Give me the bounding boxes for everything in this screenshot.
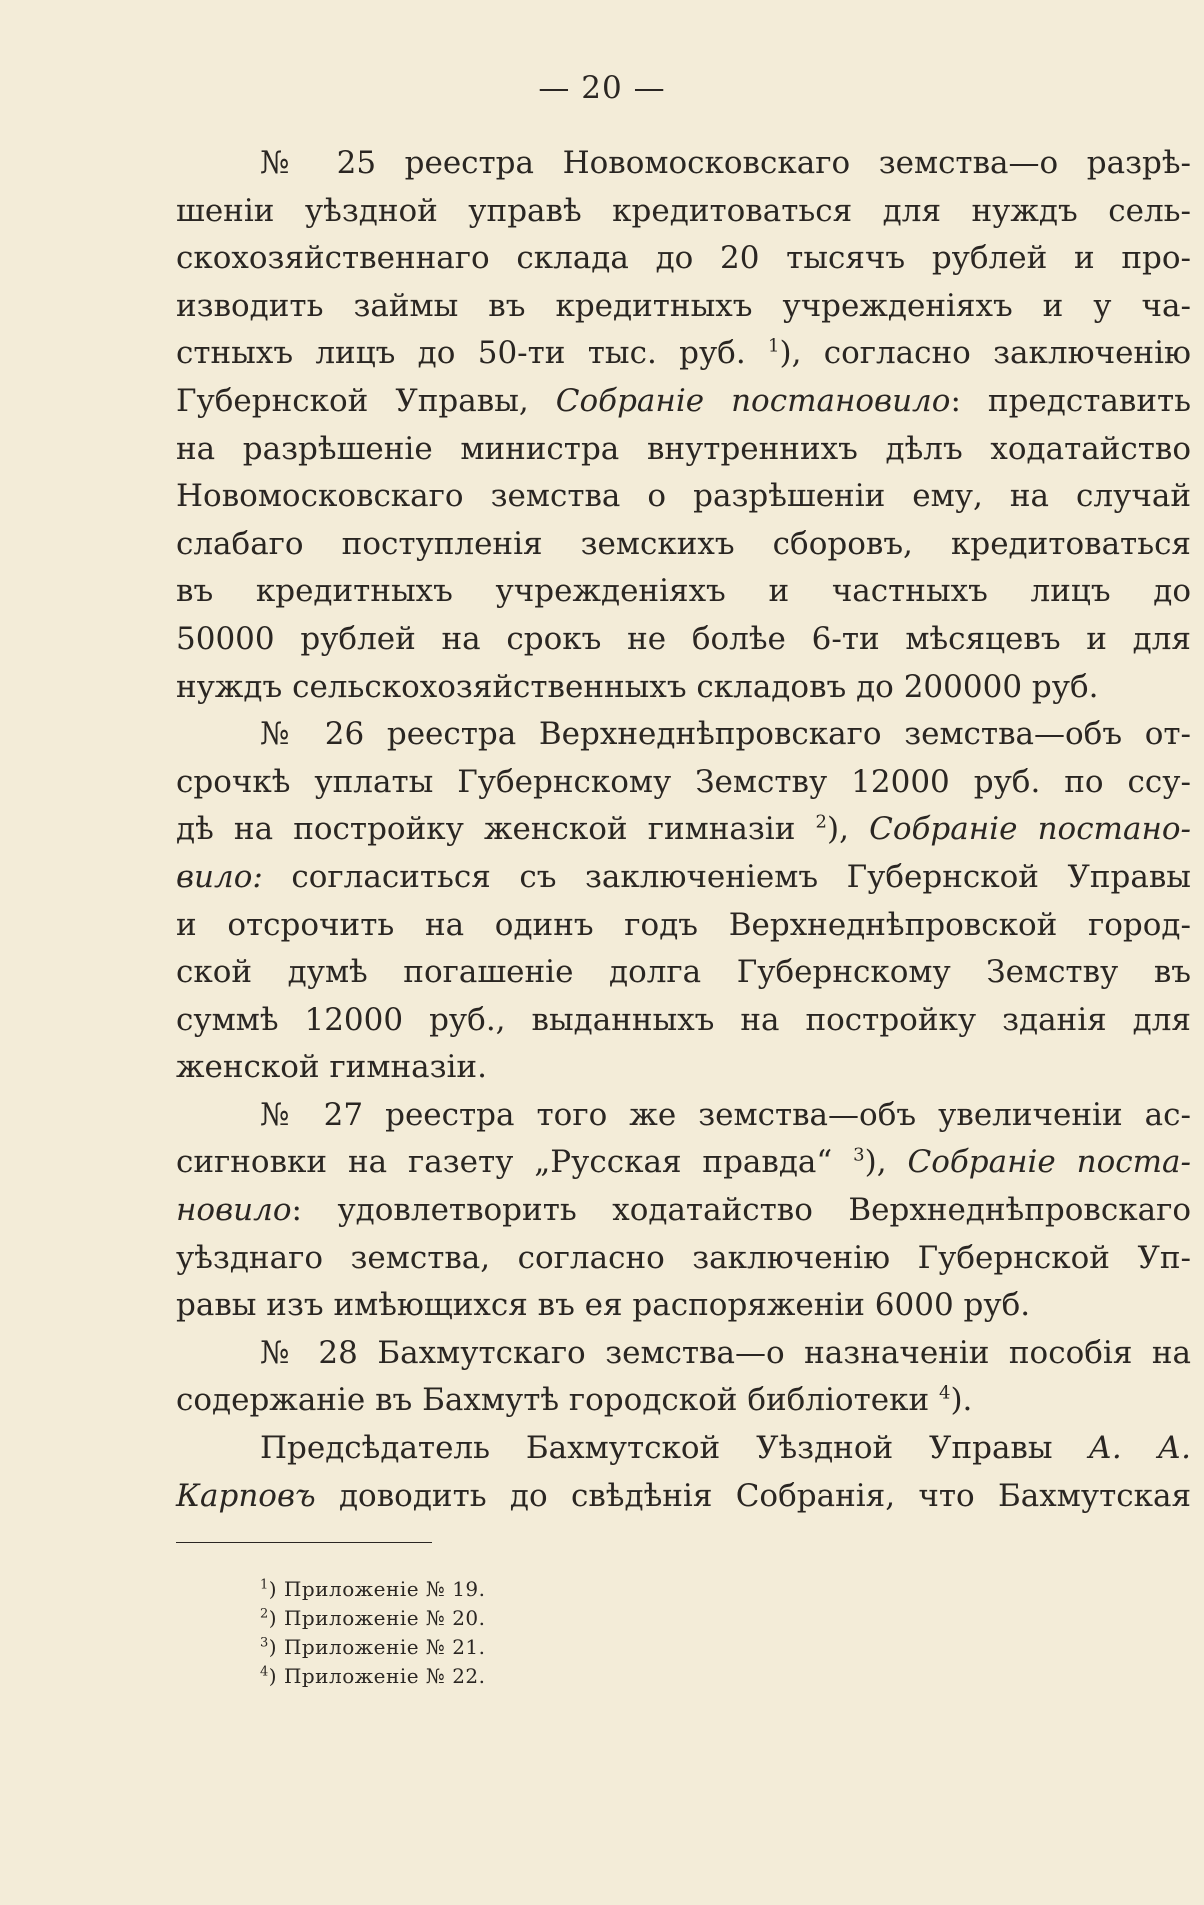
text-line: женской гимназіи. <box>176 1049 487 1086</box>
text-line: Предсѣдатель Бахмутской Уѣздной Управы А. А. <box>260 1430 1191 1467</box>
italic-phrase: Собраніе поста- <box>907 1144 1192 1181</box>
footnote-ref: 2 <box>815 811 827 833</box>
text-line: скохозяйственнаго склада до 20 тысячъ рублей и про- <box>176 240 1191 277</box>
text-line: на разрѣшеніе министра внутреннихъ дѣлъ ходатайство <box>176 430 1191 467</box>
text-line: въ кредитныхъ учрежденіяхъ и частныхъ лицъ до <box>176 573 1191 610</box>
text-line: вило: согласиться съ заключеніемъ Губернской Управы <box>176 858 1191 895</box>
text-line: № 26 реестра Верхнеднѣпровскаго земства—объ от- <box>260 716 1191 753</box>
text-line: Карповъ доводить до свѣдѣнія Собранія, что Бахмутская <box>176 1477 1191 1514</box>
italic-name: А. А. <box>1088 1430 1191 1467</box>
text-line: изводить займы въ кредитныхъ учрежденіяхъ и у ча- <box>176 287 1191 324</box>
footnotes <box>260 1575 486 1691</box>
body-text <box>176 140 1191 1520</box>
text-line: № 25 реестра Новомосковскаго земства—о разрѣ- <box>260 145 1191 181</box>
text-line: 50000 рублей на срокъ не болѣе 6-ти мѣсяцевъ и для <box>176 620 1191 657</box>
text-line: ской думѣ погашеніе долга Губернскому Земству въ <box>176 954 1191 991</box>
footnote-item: $^4$) Приложеніе № 22. <box>260 1664 486 1688</box>
italic-name: Карповъ <box>176 1477 316 1514</box>
text-line: слабаго поступленія земскихъ сборовъ, кредитоваться <box>176 525 1191 562</box>
page-number: — 20 — <box>538 70 666 106</box>
footnote-ref: 3 <box>853 1145 865 1167</box>
footnote-divider <box>176 1542 432 1543</box>
text-line: срочкѣ уплаты Губернскому Земству 12000 руб. по ссу- <box>176 763 1191 800</box>
text-line: содержаніе въ Бахмутѣ городской библіотеки $^4$). <box>176 1382 973 1419</box>
footnote-ref: 4 <box>938 1383 951 1405</box>
italic-phrase: Собраніе постано- <box>869 811 1191 848</box>
text-line: и отсрочить на одинъ годъ Верхнеднѣпровской город- <box>176 906 1191 943</box>
text-line: шеніи уѣздной управѣ кредитоваться для нуждъ сель- <box>176 192 1191 229</box>
text-line: стныхъ лицъ до 50-ти тыс. руб. $^1$), согласно заключенію <box>176 335 1192 372</box>
text-line: сигновки на газету „Русская правда“ $^3$), Собраніе поста- <box>176 1144 1192 1181</box>
italic-phrase: Собраніе постановило <box>555 382 951 419</box>
footnote-item: $^3$) Приложеніе № 21. <box>260 1635 486 1659</box>
text-line: уѣзднаго земства, согласно заключенію Губернской Уп- <box>176 1239 1191 1276</box>
footnote-item: $^2$) Приложеніе № 20. <box>260 1606 486 1630</box>
text-line: суммѣ 12000 руб., выданныхъ на постройку зданія для <box>176 1001 1191 1038</box>
text-line: Новомосковскаго земства о разрѣшеніи ему, на случай <box>176 478 1191 515</box>
footnote-item: $^1$) Приложеніе № 19. <box>260 1577 486 1601</box>
text-line: № 28 Бахмутскаго земства—о назначеніи пособія на <box>260 1334 1191 1371</box>
text-line: дѣ на постройку женской гимназіи $^2$), Собраніе постано- <box>176 811 1191 848</box>
italic-phrase: вило: <box>176 858 263 895</box>
text-line: новило: удовлетворить ходатайство Верхнеднѣпровскаго <box>176 1192 1191 1229</box>
footnote-ref: 1 <box>768 336 780 358</box>
text-line: нуждъ сельскохозяйственныхъ складовъ до 200000 руб. <box>176 668 1099 705</box>
text-line: равы изъ имѣющихся въ ея распоряженіи 6000 руб. <box>176 1287 1031 1324</box>
text-line: Губернской Управы, Собраніе постановило: представить <box>176 382 1192 419</box>
text-line: № 27 реестра того же земства—объ увеличеніи ас- <box>260 1096 1191 1133</box>
italic-phrase: новило <box>176 1192 292 1229</box>
